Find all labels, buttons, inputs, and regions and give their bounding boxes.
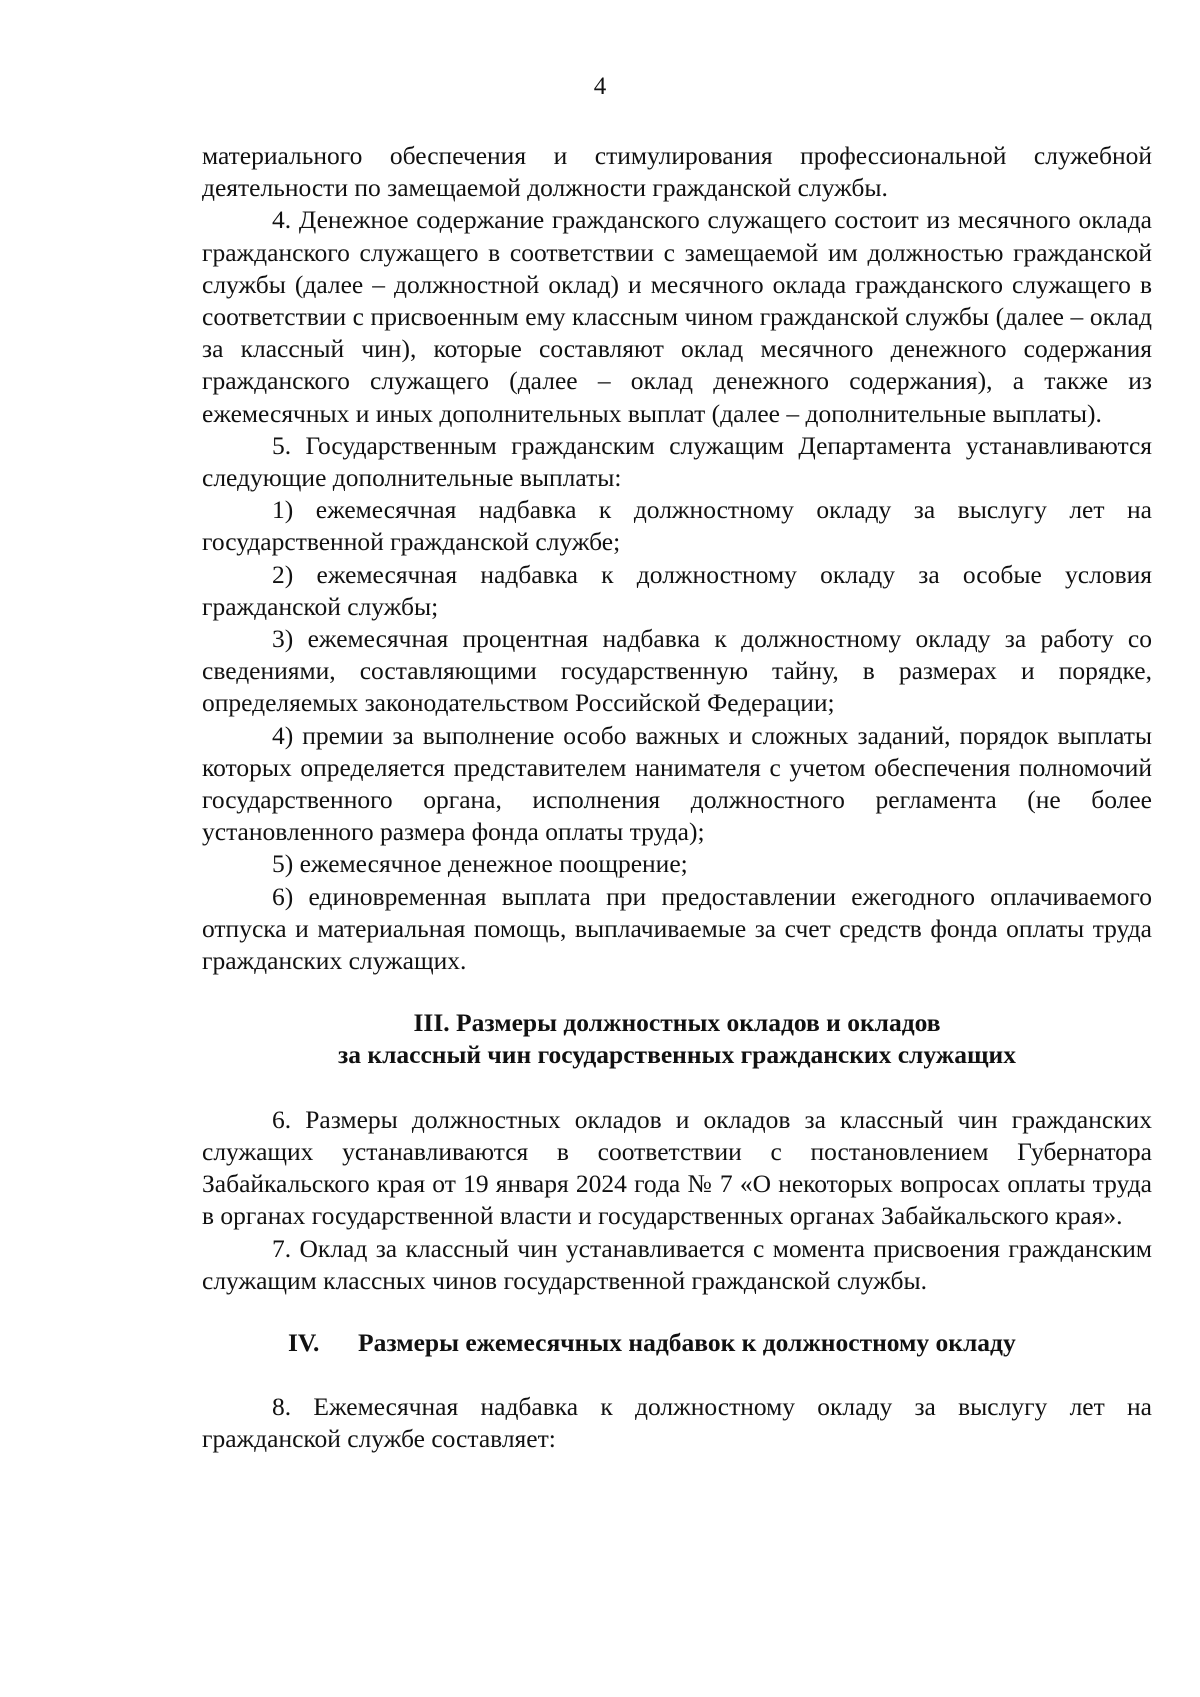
list-item-5: 5) ежемесячное денежное поощрение; — [272, 849, 688, 879]
paragraph-7: 7. Оклад за классный чин устанавливается с момента присвоения гражданским служащим классных чинов государственной гражданской службы. — [202, 1233, 1152, 1295]
section-4-title: Размеры ежемесячных надбавок к должностному окладу — [358, 1327, 1016, 1357]
list-item-4: 4) премии за выполнение особо важных и сложных заданий, порядок выплаты которых определяется представителем нанимателя с учетом обеспечения полномочий государственного органа, исполнения должностного регламента (не более установленного размера фонда оплаты труда); — [202, 720, 1152, 847]
page-number: 4 — [593, 73, 607, 100]
paragraph-continuation: материального обеспечения и стимулирования профессиональной служебной деятельности по замещаемой должности гражданской службы. — [202, 141, 1152, 203]
list-item-1: 1) ежемесячная надбавка к должностному окладу за выслугу лет на государственной гражданской службе; — [202, 495, 1152, 557]
section-3-heading-line-2: за классный чин государственных гражданских служащих — [338, 1040, 1016, 1070]
paragraph-6: 6. Размеры должностных окладов и окладов за классный чин гражданских служащих устанавливаются в соответствии с постановлением Губернатора Забайкальского края от 19 января 2024 года № 7 «О некоторых вопросах оплаты труда в органах государственной власти и государственных органах Забайкальского края». — [202, 1104, 1152, 1231]
section-4-heading — [202, 1327, 1152, 1359]
document-body — [202, 140, 1152, 1456]
paragraph-5: 5. Государственным гражданским служащим Департамента устанавливаются следующие дополнительные выплаты: — [202, 430, 1152, 493]
list-item-2: 2) ежемесячная надбавка к должностному окладу за особые условия гражданской службы; — [202, 559, 1152, 621]
list-item-6: 6) единовременная выплата при предоставлении ежегодного оплачиваемого отпуска и материальная помощь, выплачиваемые за счет средств фонда оплаты труда гражданских служащих. — [202, 881, 1152, 976]
paragraph-8: 8. Ежемесячная надбавка к должностному окладу за выслугу лет на гражданской службе составляет: — [202, 1392, 1152, 1454]
section-4-number: IV. — [288, 1327, 320, 1357]
section-3-heading-line-1: III. Размеры должностных окладов и окладов — [413, 1008, 941, 1038]
section-3-heading — [202, 1007, 1152, 1071]
list-item-3: 3) ежемесячная процентная надбавка к должностному окладу за работу со сведениями, составляющими государственную тайну, в размерах и порядке, определяемых законодательством Российской Федерации; — [202, 624, 1152, 718]
paragraph-4: 4. Денежное содержание гражданского служащего состоит из месячного оклада гражданского служащего в соответствии с замещаемой им должностью гражданской службы (далее – должностной оклад) и месячного оклада гражданского служащего в соответствии с присвоенным ему классным чином гражданской службы (далее – оклад за классный чин), которые составляют оклад месячного денежного содержания гражданского служащего (далее – оклад денежного содержания), а также из ежемесячных и иных дополнительных выплат (далее – дополнительные выплаты). — [202, 205, 1152, 428]
